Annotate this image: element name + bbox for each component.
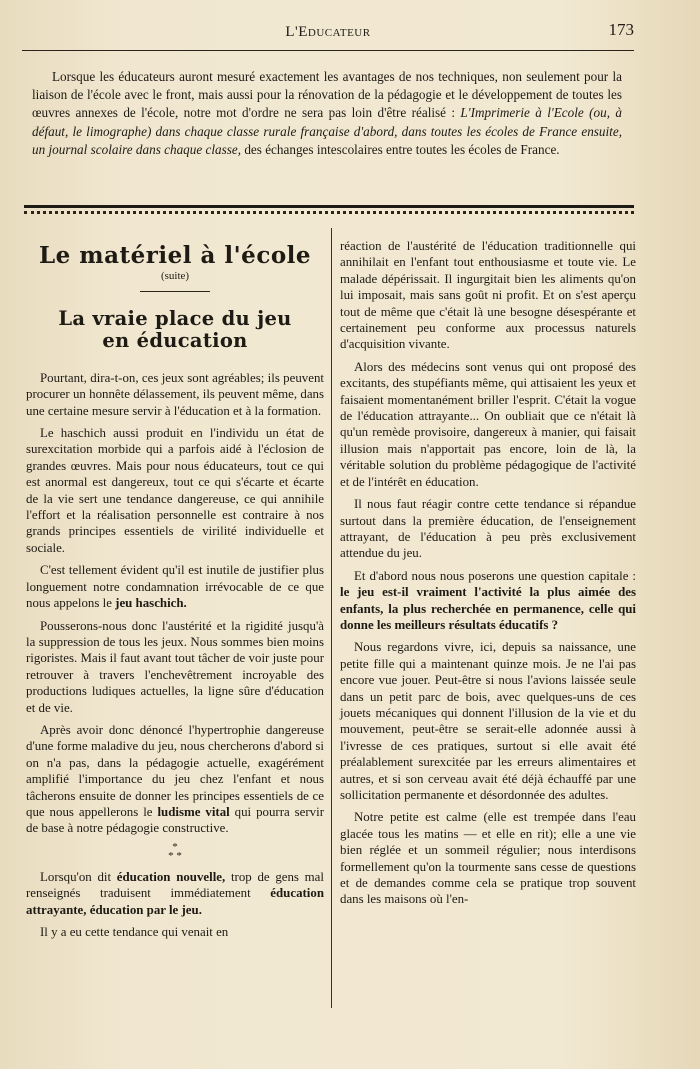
left-paragraph-4: Pousserons-nous donc l'austérité et la rigidité jusqu'à la suppression de tous les jeux. Nous sommes bien moins rigoristes. Mais il faut avant tout tâcher de voir juste pour retrouver à travers l'enchevêtrement incroyable des productions ludiques actuelles, la ligne sûre d'éducation et de vie. bbox=[26, 618, 324, 715]
article-title: Le matériel à l'école bbox=[38, 242, 312, 269]
stars-bottom: * * bbox=[168, 849, 182, 862]
left-p5-text-a: Après avoir donc dénoncé l'hypertrophie dangereuse d'une forme maladive du jeu, nous chercherons d'abord si on n'a pas, dans la pédagogie actuelle, exagérément amplifié l'importance du jeu chez l'enfant et nous tâcherons ensuite de donner les principes essentiels de ce que nous appellerons le bbox=[26, 722, 324, 819]
left-p6-bold-d: éducation attrayante, éducation par le jeu. bbox=[26, 886, 324, 917]
right-paragraph-4 bbox=[340, 568, 636, 634]
section-rule-solid bbox=[24, 205, 634, 208]
intro-text-a: Lorsque les éducateurs auront mesuré exactement les avantages de nos techniques, non seulement pour la liaison de l'école avec le front, mais aussi pour la rénovation de la pédagogie et le développement de toutes les œuvres annexes de l'école, notre mot d'ordre ne sera pas loin d'être réalisé : bbox=[32, 69, 622, 121]
left-p6-text-c: trop de gens mal renseignés traduisent immédiatement bbox=[26, 869, 324, 901]
left-paragraph-1: Pourtant, dira-t-on, ces jeux sont agréables; ils peuvent procurer un honnête délassement, ils peuvent même, dans une certaine mesure servir à l'éducation et à la formation. bbox=[26, 370, 324, 418]
left-paragraph-5 bbox=[26, 722, 324, 837]
left-p6-text-a: Lorsqu'on dit bbox=[40, 869, 117, 884]
subtitle-line-1: La vraie place du jeu bbox=[58, 306, 292, 330]
right-paragraph-5: Nous regardons vivre, ici, depuis sa naissance, une petite fille qui a maintenant quinze mois. Je ne l'ai pas encore vue jouer. Peut-être si nous l'avions laissée seule dans un petit parc de bois, avec quelques-uns de ces jouets mécaniques qui donnent l'illusion de la vie et du mouvement, peut-être se serait-elle adonnée aussi à l'ivresse de ces pratiques, surtout si elle avait été préalablement surexcitée par les erreurs alimentaires et autres, et si son cerveau avait été déjà échauffé par une sollicitation permanente et désordonnée des adultes. bbox=[340, 640, 636, 802]
left-p3-text: C'est tellement évident qu'il est inutile de justifier plus longuement notre condamnation irrévocable de ce que nous appelons le bbox=[26, 563, 324, 611]
right-paragraph-3: Il nous faut réagir contre cette tendance si répandue surtout dans la première éducation, de l'enseignement attrayant, de l'éducation à peu près exclusivement attendue du jeu. bbox=[340, 497, 636, 561]
left-paragraph-6 bbox=[26, 869, 324, 918]
intro-text-italic: L'Imprimerie à l'Ecole (ou, à défaut, le limographe) dans chaque classe rurale française d'abord, dans toutes les écoles de France ensuite, un journal scolaire dans chaque classe, bbox=[32, 105, 622, 157]
running-header bbox=[22, 18, 634, 51]
left-p5-bold: ludisme vital bbox=[157, 804, 230, 819]
left-p5-text-c: qui pourra servir de base à notre pédagogie constructive. bbox=[26, 804, 325, 836]
right-paragraph-6: Notre petite est calme (elle est trempée dans l'eau glacée tous les matins — et elle en rit); elle a une vie bien réglée et un sommeil régulier; nous interdisons formellement qu'on la tourmente sans cesse de questions et de demandes comme cela se pratique trop souvent dans les maisons où l'en- bbox=[340, 810, 636, 907]
title-rule bbox=[140, 291, 210, 292]
page-number: 173 bbox=[608, 20, 634, 39]
left-paragraph-7: Il y a eu cette tendance qui venait en bbox=[40, 925, 229, 939]
right-p4-bold: le jeu est-il vraiment l'activité la plus aimée des enfants, la plus recherchée en permanence, celle qui donne les meilleurs résultats éducatifs ? bbox=[340, 585, 636, 632]
left-p3-bold: jeu haschich. bbox=[115, 596, 187, 611]
intro-text-b: des échanges intescolaires entre toutes les écoles de France. bbox=[241, 141, 560, 157]
stars-top: * bbox=[172, 840, 178, 853]
right-paragraph-2: Alors des médecins sont venus qui ont proposé des excitants, des stupéfiants même, qui attisaient les yeux et faisaient momentanément briller l'esprit. C'était la vogue de l'éducation attrayante... On oubliait que ce n'était là qu'un remède provisoire, dangereux à manier, qui faisait illusion mais n'apportait pas encore, loin de là, la véritable solution du problème pédagogique de l'activité et de l'intérêt en éducation. bbox=[340, 359, 636, 489]
section-rule-dotted bbox=[24, 211, 634, 220]
left-paragraph-3 bbox=[26, 562, 324, 611]
left-column bbox=[26, 242, 324, 946]
right-paragraph-1: réaction de l'austérité de l'éducation traditionnelle qui annihilait en l'enfant tout enthousiasme et toute vie. Le malade dépérissait. Il ingurgitait bien les aliments qu'on lui imposait, mais sans goût ni profit. Et on s'est aperçu tout de même que c'était là une besogne désespérante et certainement peu conforme aux processus naturels d'acquisition vivante. bbox=[340, 239, 636, 352]
article-subtitle bbox=[26, 308, 324, 352]
subtitle-line-2: en éducation bbox=[102, 328, 248, 352]
right-p4-text: Et d'abord nous nous poserons une question capitale : bbox=[354, 568, 636, 583]
left-paragraph-2: Le haschich aussi produit en l'individu un état de surexcitation morbide qui a parfois aidé à l'éclosion de grandes œuvres. Mais pour nous éducateurs, tout ce qui est anormal est dangereux, tout ce qui s'écarte et écarte de la vie sert une tendance dangereuse, ce qui annihile l'effort et la réalisation personnelle est contraire à nos grands principes essentiels de virilité individuelle et sociale. bbox=[26, 426, 324, 555]
right-column bbox=[340, 238, 636, 914]
section-stars bbox=[26, 840, 324, 862]
journal-title: L'Educateur bbox=[285, 24, 371, 40]
column-divider bbox=[331, 228, 332, 1008]
left-p6-bold-b: éducation nouvelle, bbox=[116, 869, 226, 884]
article-suite: (suite) bbox=[160, 270, 190, 283]
intro-paragraph bbox=[32, 68, 622, 159]
